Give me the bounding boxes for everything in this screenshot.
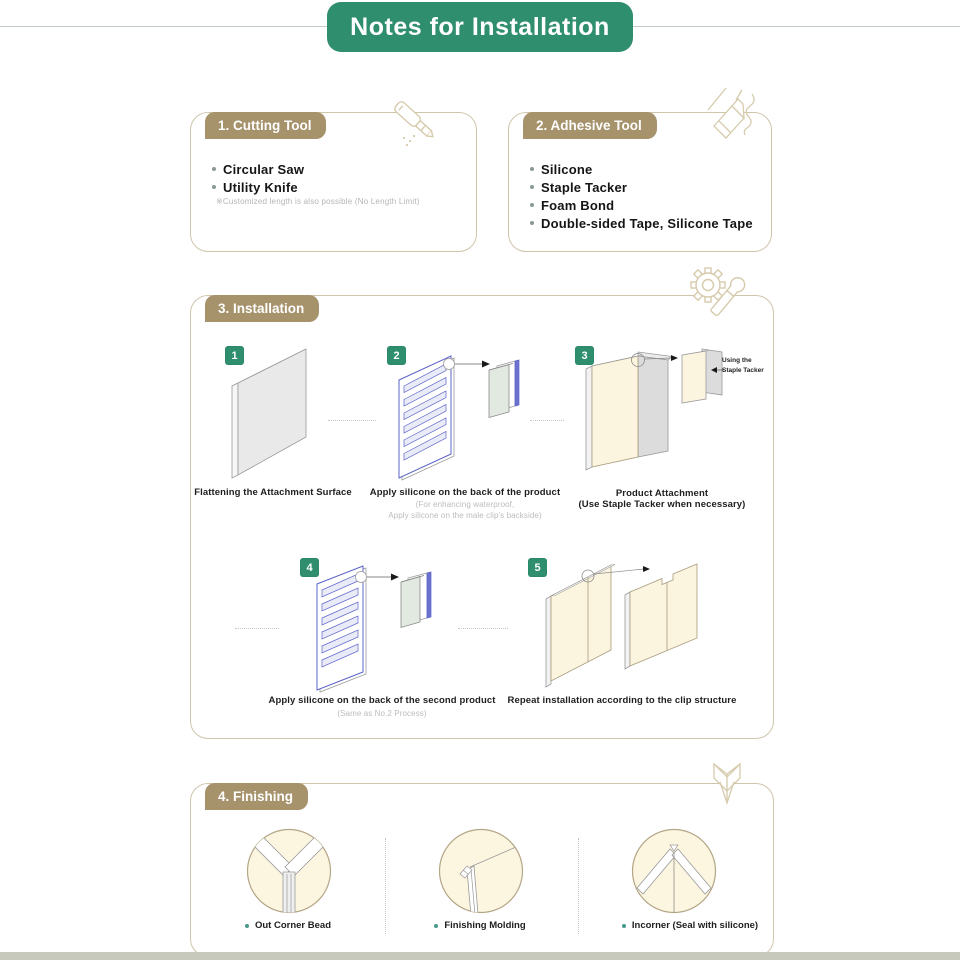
finishing-item [600, 920, 780, 931]
step-caption: Flattening the Attachment Surface [194, 487, 352, 498]
step-subcaption: (Same as No.2 Process) [337, 709, 427, 718]
step-number: 1 [231, 349, 238, 362]
cutting-tool-label: 1. Cutting Tool [205, 112, 326, 139]
dotted-divider [235, 628, 279, 629]
installation-label: 3. Installation [205, 295, 319, 322]
dotted-divider [578, 838, 579, 934]
finishing-molding-circle-diagram [436, 826, 526, 916]
bullet-dot-icon [530, 203, 534, 207]
incorner-circle-diagram [629, 826, 719, 916]
step-number: 3 [581, 349, 588, 362]
list-item [530, 160, 592, 178]
list-item [530, 196, 614, 214]
bullet-dot-icon [434, 924, 438, 928]
dotted-divider [385, 838, 386, 934]
cutting-note: ※Customized length is also possible (No Length Limit) [216, 197, 420, 206]
tool-item-label: Staple Tacker [541, 179, 628, 195]
corner-molding-icon [700, 756, 754, 816]
bullet-dot-icon [530, 167, 534, 171]
silicone-tube-icon [698, 86, 764, 148]
step-caption: Repeat installation according to the clip structure [507, 695, 737, 706]
flat-panel-diagram [228, 345, 316, 479]
step-number: 4 [306, 561, 313, 574]
tool-item-label: Silicone [541, 161, 593, 177]
bullet-dot-icon [212, 167, 216, 171]
attachment-diagram [580, 343, 725, 483]
bullet-dot-icon [245, 924, 249, 928]
out-corner-circle-diagram [244, 826, 334, 916]
page-bottom-strip [0, 952, 960, 960]
annotation-line: Using the [722, 357, 752, 364]
list-item [530, 178, 627, 196]
adhesive-tool-label: 2. Adhesive Tool [523, 112, 657, 139]
silicone-panel-diagram [385, 350, 523, 484]
step-number: 5 [534, 561, 541, 574]
finishing-item [218, 920, 358, 931]
finishing-label: 4. Finishing [205, 783, 308, 810]
finishing-item-label: Incorner (Seal with silicone) [631, 920, 759, 931]
page-title-banner [327, 2, 633, 52]
list-item [212, 160, 304, 178]
dotted-divider [328, 420, 376, 421]
step-caption: (Use Staple Tacker when necessary) [578, 499, 746, 510]
step-number: 2 [393, 349, 400, 362]
finishing-item-label: Out Corner Bead [254, 920, 331, 931]
list-item [212, 178, 298, 196]
dotted-divider [458, 628, 508, 629]
bullet-dot-icon [622, 924, 626, 928]
repeat-installation-diagram [540, 556, 702, 688]
tool-item-label: Circular Saw [223, 161, 305, 177]
annotation-line: Staple Tacker [722, 366, 764, 374]
utility-knife-icon [380, 92, 444, 150]
tool-item-label: Double-sided Tape, Silicone Tape [541, 215, 753, 231]
bullet-dot-icon [530, 221, 534, 225]
step-subcaption: (For enhancing waterproof, [415, 500, 515, 509]
step-caption: Product Attachment [615, 488, 709, 499]
finishing-item-label: Finishing Molding [444, 920, 526, 931]
dotted-divider [530, 420, 564, 421]
tool-item-label: Utility Knife [223, 179, 298, 195]
gear-wrench-icon [684, 264, 752, 326]
step-caption: Apply silicone on the back of the second product [268, 695, 496, 706]
step-subcaption: Apply silicone on the male clip's backside) [388, 511, 542, 520]
second-silicone-panel-diagram [295, 556, 437, 696]
staple-tacker-annotation [722, 356, 770, 375]
finishing-item [410, 920, 550, 931]
page-title: Notes for Installation [350, 12, 610, 41]
bullet-dot-icon [212, 185, 216, 189]
step-caption: Apply silicone on the back of the product [369, 487, 561, 498]
list-item [530, 214, 753, 232]
tool-item-label: Foam Bond [541, 197, 615, 213]
bullet-dot-icon [530, 185, 534, 189]
